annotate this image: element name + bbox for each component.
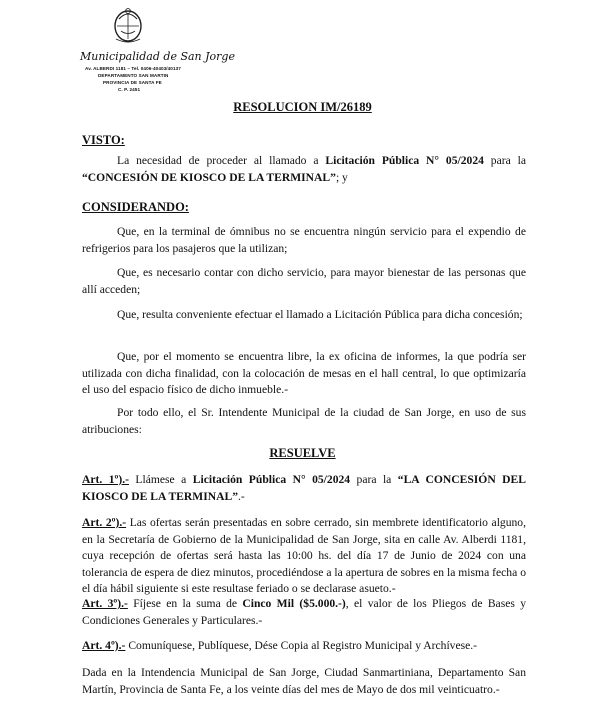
article-2: Art. 2º).- Las ofertas serán presentadas en sobre cerrado, sin membrete identificatorio alguno, en la Secretaría de Gobierno de la Municipalidad de San Jorge, sita en calle Av. Alberdi 1181, cuya recepción de ofertas será hasta las 10:00 hs. del día 17 de Junio de 2024 con una tolerancia de espera de diez minutos, procediéndose a la apertura de sobres en la misma fecha o el día hábil siguiente si este resultase feriado o se declarase asueto.- <box>82 516 527 595</box>
considerando-heading: CONSIDERANDO: <box>82 200 189 214</box>
letterhead-address: Av. ALBERDI 1181 – Tel. 0406-40403/40137 <box>85 66 181 71</box>
resuelve-heading: RESUELVE <box>269 446 336 460</box>
closing-paragraph: Dada en la Intendencia Municipal de San Jorge, Ciudad Sanmartiniana, Departamento San Martín, Provincia de Santa Fe, a los veinte días del mes de Mayo de dos mil veinticuatro.- <box>82 666 526 696</box>
considerando-paragraph-5: Por todo ello, el Sr. Intendente Municipal de la ciudad de San Jorge, en uso de sus atribuciones: <box>82 406 526 436</box>
considerando-paragraph-4: Que, por el momento se encuentra libre, la ex oficina de informes, la que podría ser utilizada con dicha finalidad, con la colocación de mesas en el hall central, lo que optimizaría el uso del espacio físico de dicho inmueble.- <box>82 350 526 396</box>
considerando-paragraph-3: Que, resulta conveniente efectuar el llamado a Licitación Pública para dicha concesión; <box>117 308 523 321</box>
municipal-seal-icon <box>108 5 148 45</box>
article-1: Art. 1º).- Llámese a Licitación Pública N° 05/2024 para la “LA CONCESIÓN DEL KIOSCO DE LA TERMINAL”.- <box>82 473 526 503</box>
article-3: Art. 3º).- Fíjese en la suma de Cinco Mil ($5.000.-), el valor de los Pliegos de Bases y Condiciones Generales y Particulares.- <box>82 597 527 627</box>
letterhead-name: Municipalidad de San Jorge <box>80 50 235 63</box>
visto-heading: VISTO: <box>82 133 125 147</box>
considerando-paragraph-1: Que, en la terminal de ómnibus no se encuentra ningún servicio para el expendio de refrigerios para los pasajeros que la utilizan; <box>82 225 526 255</box>
letterhead-department: DEPARTAMENTO SAN MARTIN <box>98 73 169 78</box>
resolution-title: RESOLUCION IM/26189 <box>233 100 372 114</box>
article-4: Art. 4º).- Comuníquese, Publíquese, Dése Copia al Registro Municipal y Archívese.- <box>82 639 478 652</box>
letterhead-postal-code: C. P. 2451 <box>118 87 141 92</box>
considerando-paragraph-2: Que, es necesario contar con dicho servicio, para mayor bienestar de las personas que allí acceden; <box>82 266 526 296</box>
letterhead-province: PROVINCIA DE SANTA FE <box>103 80 162 85</box>
visto-paragraph: La necesidad de proceder al llamado a Licitación Pública N° 05/2024 para la “CONCESIÓN DE KIOSCO DE LA TERMINAL”; y <box>82 154 526 184</box>
